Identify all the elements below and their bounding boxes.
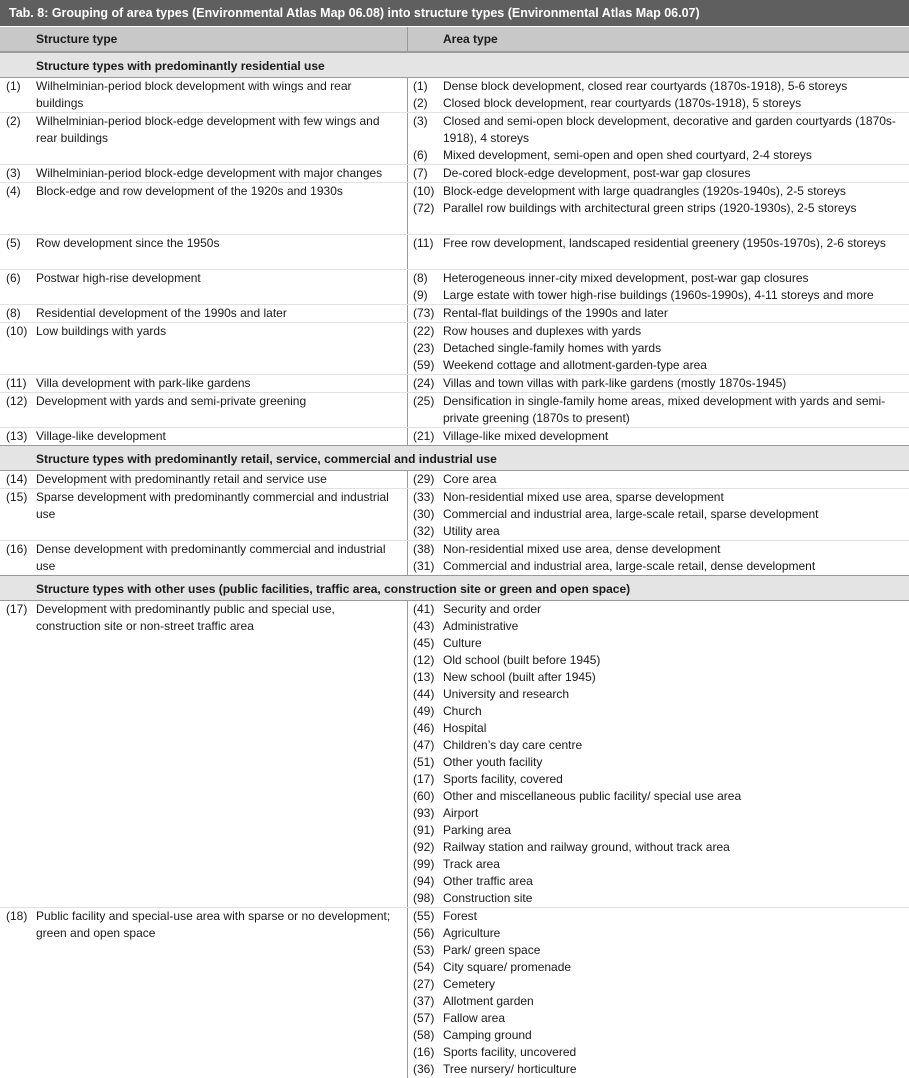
structure-type-cell <box>0 428 408 445</box>
area-type-cell <box>408 541 909 575</box>
structure-type-number: (6) <box>6 271 21 285</box>
table-row <box>0 541 909 575</box>
structure-type-number: (10) <box>6 324 28 338</box>
area-type-number: (45) <box>413 636 435 650</box>
area-type-cell <box>408 165 909 182</box>
area-type-number: (13) <box>413 670 435 684</box>
area-type-label: Airport <box>443 806 479 820</box>
table-row <box>0 165 909 183</box>
area-type-label: Closed and semi-open block development, decorative and garden courtyards (1870s-1918), 4 storeys <box>443 114 896 145</box>
area-type-item <box>408 669 909 686</box>
area-type-cell <box>408 489 909 540</box>
structure-type-label: Wilhelminian-period block-edge development with major changes <box>36 166 383 180</box>
area-type-number: (51) <box>413 755 435 769</box>
area-type-number: (59) <box>413 358 435 372</box>
area-type-number: (10) <box>413 184 435 198</box>
structure-type-label: Development with predominantly retail and service use <box>36 472 327 486</box>
area-type-label: Mixed development, semi-open and open shed courtyard, 2-4 storeys <box>443 148 812 162</box>
area-type-item <box>408 686 909 703</box>
area-type-label: Construction site <box>443 891 533 905</box>
area-type-label: Villas and town villas with park-like gardens (mostly 1870s-1945) <box>443 376 787 390</box>
area-type-number: (22) <box>413 324 435 338</box>
area-type-number: (12) <box>413 653 435 667</box>
area-type-item <box>408 822 909 839</box>
structure-type-number: (1) <box>6 79 21 93</box>
area-type-number: (3) <box>413 114 428 128</box>
area-type-item <box>408 993 909 1010</box>
area-type-item <box>408 890 909 907</box>
area-type-number: (32) <box>413 524 435 538</box>
area-type-item <box>408 558 909 575</box>
area-type-number: (21) <box>413 429 435 443</box>
area-type-label: Heterogeneous inner-city mixed development, post-war gap closures <box>443 271 809 285</box>
area-type-item <box>408 78 909 95</box>
structure-type-number: (16) <box>6 542 28 556</box>
area-type-item <box>408 375 909 392</box>
structure-type-number: (13) <box>6 429 28 443</box>
structure-type-number: (3) <box>6 166 21 180</box>
area-type-number: (8) <box>413 271 428 285</box>
area-type-item <box>408 959 909 976</box>
structure-type-cell <box>0 601 408 907</box>
area-type-label: Administrative <box>443 619 519 633</box>
area-type-cell <box>408 908 909 1078</box>
area-type-item <box>408 489 909 506</box>
area-type-label: Hospital <box>443 721 487 735</box>
area-type-label: Non-residential mixed use area, sparse development <box>443 490 724 504</box>
area-type-item <box>408 601 909 618</box>
area-type-number: (29) <box>413 472 435 486</box>
structure-type-label: Public facility and special-use area with sparse or no development; green and open space <box>36 909 391 940</box>
structure-type-cell <box>0 375 408 392</box>
area-type-cell <box>408 428 909 445</box>
area-type-number: (7) <box>413 166 428 180</box>
area-type-label: Dense block development, closed rear courtyards (1870s-1918), 5-6 storeys <box>443 79 848 93</box>
area-type-label: De-cored block-edge development, post-war gap closures <box>443 166 751 180</box>
area-type-number: (99) <box>413 857 435 871</box>
area-type-number: (98) <box>413 891 435 905</box>
structure-type-label: Dense development with predominantly commercial and industrial use <box>36 542 386 573</box>
area-type-number: (37) <box>413 994 435 1008</box>
structure-type-label: Village-like development <box>36 429 166 443</box>
area-type-number: (54) <box>413 960 435 974</box>
area-type-item <box>408 1010 909 1027</box>
structure-type-label: Low buildings with yards <box>36 324 167 338</box>
area-type-number: (16) <box>413 1045 435 1059</box>
column-header-area-type: Area type <box>443 32 498 46</box>
structure-type-number: (4) <box>6 184 21 198</box>
area-type-label: Commercial and industrial area, large-scale retail, sparse development <box>443 507 819 521</box>
area-type-item <box>408 703 909 720</box>
area-type-number: (94) <box>413 874 435 888</box>
area-type-label: Block-edge development with large quadrangles (1920s-1940s), 2-5 storeys <box>443 184 846 198</box>
area-type-item <box>408 287 909 304</box>
table-row <box>0 305 909 323</box>
area-type-cell <box>408 393 909 427</box>
area-type-item <box>408 1027 909 1044</box>
area-type-cell <box>408 375 909 392</box>
area-type-item <box>408 393 909 427</box>
area-type-number: (60) <box>413 789 435 803</box>
area-type-number: (6) <box>413 148 428 162</box>
area-type-label: Forest <box>443 909 478 923</box>
table-row <box>0 375 909 393</box>
area-type-item <box>408 788 909 805</box>
table-row <box>0 393 909 428</box>
structure-type-number: (17) <box>6 602 28 616</box>
area-type-number: (73) <box>413 306 435 320</box>
area-type-label: Culture <box>443 636 482 650</box>
area-type-item <box>408 976 909 993</box>
area-type-item <box>408 471 909 488</box>
area-type-number: (57) <box>413 1011 435 1025</box>
area-type-item <box>408 523 909 540</box>
area-type-number: (53) <box>413 943 435 957</box>
area-type-number: (58) <box>413 1028 435 1042</box>
table-body <box>0 52 909 1078</box>
structure-type-number: (18) <box>6 909 28 923</box>
area-type-label: Other and miscellaneous public facility/ special use area <box>443 789 742 803</box>
area-type-item <box>408 805 909 822</box>
area-type-label: Non-residential mixed use area, dense development <box>443 542 721 556</box>
table-row <box>0 270 909 305</box>
area-type-number: (2) <box>413 96 428 110</box>
table-row <box>0 113 909 165</box>
structure-type-number: (8) <box>6 306 21 320</box>
area-type-label: Other traffic area <box>443 874 533 888</box>
area-type-label: Core area <box>443 472 497 486</box>
area-type-item <box>408 908 909 925</box>
area-type-label: Weekend cottage and allotment-garden-type area <box>443 358 707 372</box>
area-type-number: (11) <box>413 236 434 250</box>
area-type-item <box>408 183 909 200</box>
area-type-label: Camping ground <box>443 1028 532 1042</box>
area-type-item <box>408 618 909 635</box>
area-type-label: Utility area <box>443 524 500 538</box>
area-type-item <box>408 942 909 959</box>
area-type-label: Track area <box>443 857 500 871</box>
area-type-number: (23) <box>413 341 435 355</box>
table-row <box>0 183 909 235</box>
column-header-row <box>0 27 909 52</box>
structure-type-label: Postwar high-rise development <box>36 271 201 285</box>
area-type-cell <box>408 235 909 269</box>
section-heading: Structure types with predominantly residential use <box>0 52 909 78</box>
area-type-label: Densification in single-family home areas, mixed development with yards and semi-private greening (1870s to present) <box>443 394 886 425</box>
table-row <box>0 78 909 113</box>
area-type-label: Children’s day care centre <box>443 738 583 752</box>
structure-type-label: Villa development with park-like gardens <box>36 376 251 390</box>
area-type-item <box>408 305 909 322</box>
structure-type-cell <box>0 270 408 304</box>
area-type-label: New school (built after 1945) <box>443 670 596 684</box>
structure-type-cell <box>0 235 408 269</box>
area-type-number: (41) <box>413 602 435 616</box>
area-type-label: Sports facility, uncovered <box>443 1045 577 1059</box>
area-type-number: (1) <box>413 79 428 93</box>
area-type-item <box>408 200 909 217</box>
table-row <box>0 323 909 375</box>
structure-type-cell <box>0 489 408 540</box>
area-type-item <box>408 856 909 873</box>
section-heading: Structure types with other uses (public facilities, traffic area, construction site or green and open space) <box>0 575 909 601</box>
area-type-number: (47) <box>413 738 435 752</box>
structure-type-cell <box>0 113 408 164</box>
area-type-cell <box>408 601 909 907</box>
structure-type-number: (2) <box>6 114 21 128</box>
structure-type-cell <box>0 908 408 1078</box>
area-type-item <box>408 340 909 357</box>
structure-type-number: (5) <box>6 236 21 250</box>
area-type-item <box>408 635 909 652</box>
area-type-item <box>408 428 909 445</box>
area-type-label: Detached single-family homes with yards <box>443 341 662 355</box>
area-type-label: Agriculture <box>443 926 501 940</box>
table-row <box>0 908 909 1078</box>
structure-type-cell <box>0 323 408 374</box>
area-type-item <box>408 1061 909 1078</box>
area-type-number: (46) <box>413 721 435 735</box>
structure-type-number: (15) <box>6 490 28 504</box>
table-title: Tab. 8: Grouping of area types (Environmental Atlas Map 06.08) into structure types (Environmental Atlas Map 06.07) <box>0 0 909 27</box>
area-type-label: Park/ green space <box>443 943 541 957</box>
area-type-number: (30) <box>413 507 435 521</box>
area-type-cell <box>408 471 909 488</box>
area-type-item <box>408 270 909 287</box>
structure-type-cell <box>0 78 408 112</box>
structure-type-cell <box>0 471 408 488</box>
area-type-item <box>408 720 909 737</box>
area-type-number: (31) <box>413 559 435 573</box>
area-type-number: (56) <box>413 926 435 940</box>
area-type-item <box>408 839 909 856</box>
area-type-cell <box>408 270 909 304</box>
area-type-label: Fallow area <box>443 1011 506 1025</box>
area-type-label: Old school (built before 1945) <box>443 653 601 667</box>
structure-type-label: Block-edge and row development of the 1920s and 1930s <box>36 184 343 198</box>
area-type-label: Village-like mixed development <box>443 429 609 443</box>
area-type-item <box>408 754 909 771</box>
area-type-label: Free row development, landscaped residential greenery (1950s-1970s), 2-6 storeys <box>443 236 886 250</box>
area-type-label: Large estate with tower high-rise buildings (1960s-1990s), 4-11 storeys and more <box>443 288 874 302</box>
structure-type-number: (12) <box>6 394 28 408</box>
area-type-number: (93) <box>413 806 435 820</box>
area-type-label: City square/ promenade <box>443 960 572 974</box>
area-type-number: (91) <box>413 823 435 837</box>
area-type-number: (25) <box>413 394 435 408</box>
area-type-number: (33) <box>413 490 435 504</box>
area-type-item <box>408 771 909 788</box>
area-type-item <box>408 217 909 234</box>
area-type-label: Parallel row buildings with architectural green strips (1920-1930s), 2-5 storeys <box>443 201 857 215</box>
area-type-label: Parking area <box>443 823 512 837</box>
area-type-label: University and research <box>443 687 570 701</box>
area-type-cell <box>408 323 909 374</box>
area-type-number: (72) <box>413 201 435 215</box>
area-type-item <box>408 541 909 558</box>
area-type-item <box>408 165 909 182</box>
area-type-label: Tree nursery/ horticulture <box>443 1062 577 1076</box>
area-type-label: Closed block development, rear courtyards (1870s-1918), 5 storeys <box>443 96 802 110</box>
structure-type-cell <box>0 183 408 234</box>
area-type-label: Rental-flat buildings of the 1990s and later <box>443 306 668 320</box>
structure-type-label: Sparse development with predominantly commercial and industrial use <box>36 490 389 521</box>
structure-type-label: Development with predominantly public and special use, construction site or non-street traffic area <box>36 602 335 633</box>
structure-type-label: Development with yards and semi-private greening <box>36 394 307 408</box>
area-type-number: (24) <box>413 376 435 390</box>
area-type-item <box>408 652 909 669</box>
area-type-item <box>408 323 909 340</box>
area-type-label: Sports facility, covered <box>443 772 563 786</box>
area-type-number: (92) <box>413 840 435 854</box>
table-row <box>0 489 909 541</box>
structure-type-cell <box>0 393 408 427</box>
structure-type-label: Wilhelminian-period block-edge development with few wings and rear buildings <box>36 114 380 145</box>
area-type-number: (9) <box>413 288 428 302</box>
section-heading: Structure types with predominantly retail, service, commercial and industrial use <box>0 445 909 471</box>
area-type-cell <box>408 183 909 234</box>
area-type-label: Allotment garden <box>443 994 534 1008</box>
area-type-label: Cemetery <box>443 977 496 991</box>
area-type-number: (55) <box>413 909 435 923</box>
table-row <box>0 601 909 908</box>
area-type-cell <box>408 305 909 322</box>
area-type-item <box>408 252 909 269</box>
structure-type-cell <box>0 305 408 322</box>
area-type-number: (17) <box>413 772 435 786</box>
area-type-number: (38) <box>413 542 435 556</box>
area-type-item <box>408 1044 909 1061</box>
area-type-number: (49) <box>413 704 435 718</box>
area-type-label: Commercial and industrial area, large-scale retail, dense development <box>443 559 816 573</box>
area-type-number: (27) <box>413 977 435 991</box>
area-type-label: Other youth facility <box>443 755 543 769</box>
column-header-structure-type: Structure type <box>0 27 408 51</box>
area-type-item <box>408 147 909 164</box>
area-type-item <box>408 925 909 942</box>
structure-type-label: Row development since the 1950s <box>36 236 220 250</box>
area-type-item <box>408 357 909 374</box>
area-type-number: (44) <box>413 687 435 701</box>
area-type-item <box>408 113 909 147</box>
structure-type-number: (14) <box>6 472 28 486</box>
area-type-number: (36) <box>413 1062 435 1076</box>
structure-type-cell <box>0 165 408 182</box>
table-row <box>0 428 909 445</box>
area-type-label: Row houses and duplexes with yards <box>443 324 642 338</box>
structure-type-cell <box>0 541 408 575</box>
area-type-cell <box>408 113 909 164</box>
area-type-number: (43) <box>413 619 435 633</box>
area-type-label: Railway station and railway ground, without track area <box>443 840 730 854</box>
table-row <box>0 235 909 270</box>
structure-type-label: Residential development of the 1990s and later <box>36 306 287 320</box>
area-type-item <box>408 95 909 112</box>
area-type-item <box>408 506 909 523</box>
structure-type-label: Wilhelminian-period block development with wings and rear buildings <box>36 79 352 110</box>
table-row <box>0 471 909 489</box>
area-type-label: Church <box>443 704 482 718</box>
area-type-item <box>408 873 909 890</box>
area-type-label: Security and order <box>443 602 542 616</box>
structure-type-number: (11) <box>6 376 27 390</box>
area-type-cell <box>408 78 909 112</box>
area-type-item <box>408 737 909 754</box>
area-type-item <box>408 235 909 252</box>
